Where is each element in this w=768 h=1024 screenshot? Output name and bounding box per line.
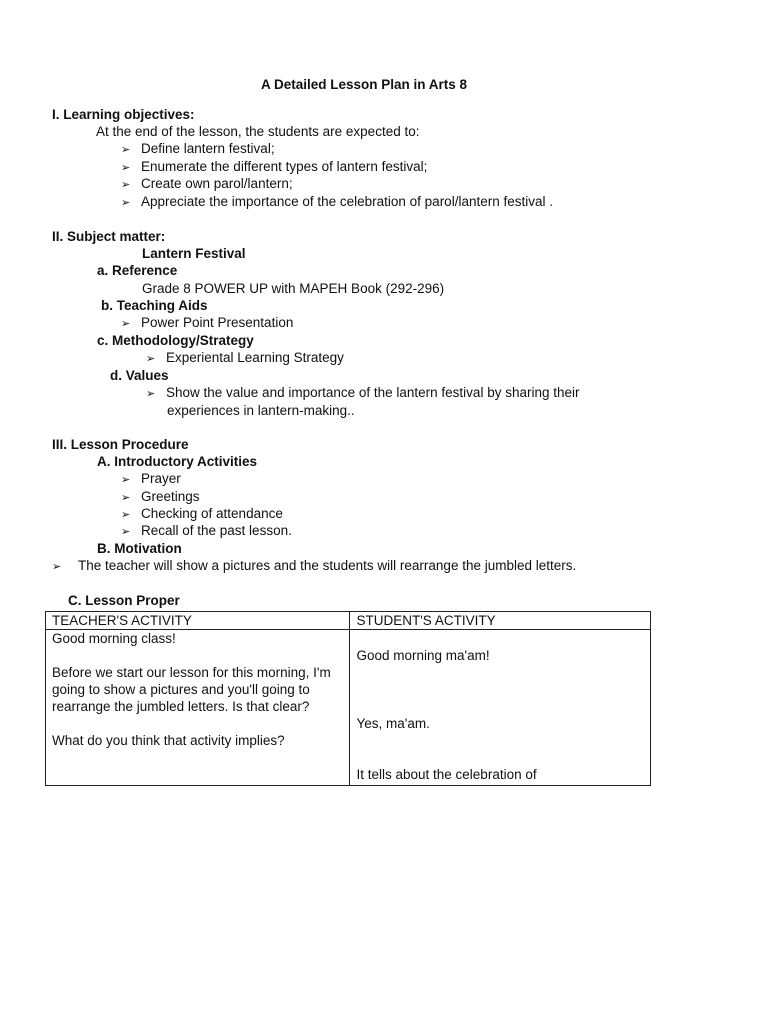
teacher-activity-header: TEACHER'S ACTIVITY: [46, 612, 350, 630]
arrow-bullet-icon: ➢: [121, 162, 131, 174]
student-answer: It tells about the celebration of: [356, 767, 537, 782]
arrow-bullet-icon: ➢: [121, 492, 131, 504]
reference-heading: a. Reference: [97, 263, 178, 278]
teacher-activity-cell: [46, 630, 350, 786]
introductory-item: ➢ Greetings: [121, 488, 200, 507]
introductory-item: ➢ Prayer: [121, 470, 181, 489]
arrow-bullet-icon: ➢: [52, 561, 62, 573]
teacher-instruction: Before we start our lesson for this morning, I'm going to show a pictures and you'll going to rearrange the jumbled letters. Is that clear?: [52, 665, 331, 714]
arrow-bullet-icon: ➢: [121, 509, 131, 521]
teaching-aids-heading: b. Teaching Aids: [101, 298, 208, 313]
arrow-bullet-icon: ➢: [121, 179, 131, 191]
values-item-continued: experiences in lantern-making..: [167, 403, 355, 418]
objective-item: ➢ Enumerate the different types of lantern festival;: [121, 158, 427, 177]
arrow-bullet-icon: ➢: [121, 318, 131, 330]
procedure-heading: III. Lesson Procedure: [52, 437, 189, 452]
arrow-bullet-icon: ➢: [121, 526, 131, 538]
values-item: ➢ Show the value and importance of the lantern festival by sharing their: [146, 384, 580, 403]
arrow-bullet-icon: ➢: [121, 197, 131, 209]
teacher-greeting: Good morning class!: [52, 631, 176, 646]
student-greeting: Good morning ma'am!: [356, 648, 490, 663]
objectives-intro: At the end of the lesson, the students are expected to:: [96, 124, 420, 139]
lesson-proper-table: [45, 611, 651, 786]
reference-text: Grade 8 POWER UP with MAPEH Book (292-296): [142, 281, 445, 296]
arrow-bullet-icon: ➢: [146, 388, 156, 400]
student-activity-cell: [350, 630, 651, 786]
subject-heading: II. Subject matter:: [52, 229, 166, 244]
table-header-row: [46, 612, 651, 630]
student-yes: Yes, ma'am.: [356, 716, 430, 731]
teacher-question: What do you think that activity implies?: [52, 733, 285, 748]
introductory-item: ➢ Recall of the past lesson.: [121, 522, 292, 541]
introductory-heading: A. Introductory Activities: [97, 454, 258, 469]
student-activity-header: STUDENT'S ACTIVITY: [350, 612, 651, 630]
objective-item: ➢ Define lantern festival;: [121, 140, 275, 159]
arrow-bullet-icon: ➢: [146, 353, 156, 365]
lesson-proper-heading: C. Lesson Proper: [68, 593, 180, 608]
objective-item: ➢ Create own parol/lantern;: [121, 175, 293, 194]
methodology-item: ➢ Experiental Learning Strategy: [146, 349, 344, 368]
introductory-item: ➢ Checking of attendance: [121, 505, 283, 524]
teaching-aids-item: ➢ Power Point Presentation: [121, 314, 293, 333]
motivation-heading: B. Motivation: [97, 541, 182, 556]
arrow-bullet-icon: ➢: [121, 474, 131, 486]
document-title: A Detailed Lesson Plan in Arts 8: [261, 77, 468, 92]
objective-item: ➢ Appreciate the importance of the celebration of parol/lantern festival .: [121, 193, 553, 212]
methodology-heading: c. Methodology/Strategy: [97, 333, 254, 348]
table-row: [46, 630, 651, 786]
arrow-bullet-icon: ➢: [121, 144, 131, 156]
subject-topic: Lantern Festival: [142, 246, 246, 261]
objectives-heading: I. Learning objectives:: [52, 107, 195, 122]
motivation-item: ➢ The teacher will show a pictures and the students will rearrange the jumbled letters.: [52, 557, 576, 576]
values-heading: d. Values: [110, 368, 169, 383]
